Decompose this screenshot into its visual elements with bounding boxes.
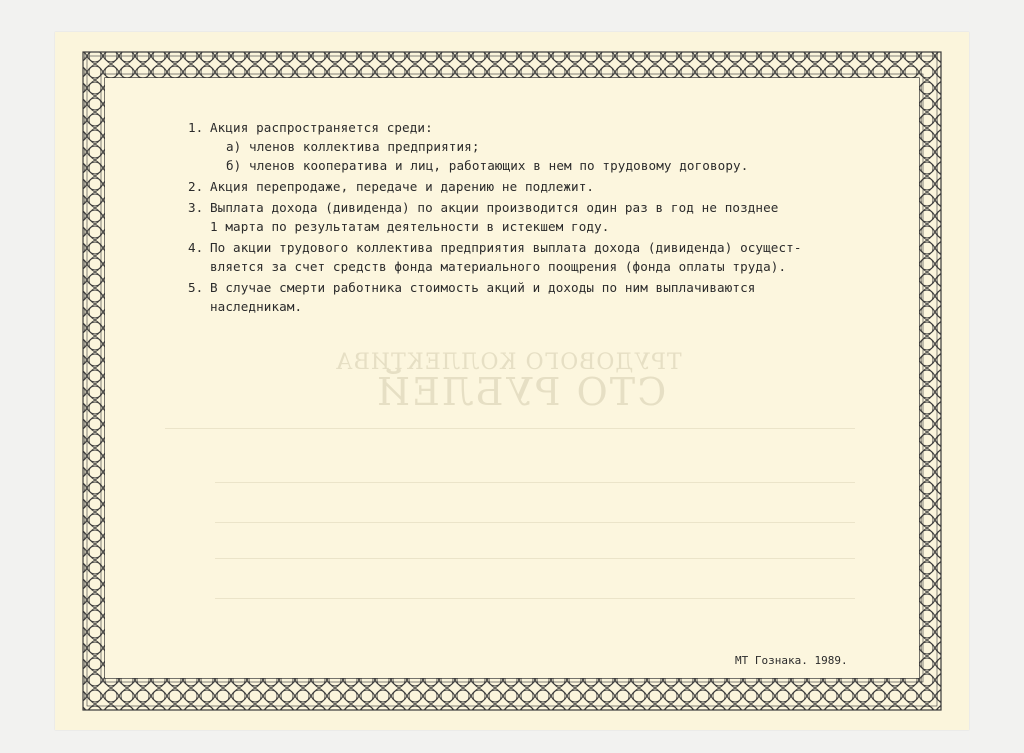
term-text: По акции трудового коллектива предприятия выплата дохода (дивиденда) осущест- <box>210 240 802 255</box>
show-through-rule <box>215 558 855 559</box>
terms-list <box>188 118 838 318</box>
term-text: Акция распространяется среди: <box>210 120 433 135</box>
term-item-4 <box>188 238 838 276</box>
term-subitem-a: а) членов коллектива предприятия; <box>226 139 480 154</box>
show-through-rule <box>215 598 855 599</box>
term-text: 1 марта по результатам деятельности в истекшем году. <box>210 219 610 234</box>
term-item-5 <box>188 278 838 316</box>
term-text: наследникам. <box>210 299 303 314</box>
term-number: 3. <box>188 200 204 215</box>
term-item-3 <box>188 198 838 236</box>
term-number: 1. <box>188 120 204 135</box>
term-item-2 <box>188 177 838 196</box>
term-subitem-b: б) членов кооператива и лиц, работающих в нем по трудовому договору. <box>226 158 749 173</box>
term-text: Выплата дохода (дивиденда) по акции производится один раз в год не позднее <box>210 200 779 215</box>
show-through-title: СТО РУБЛЕЙ <box>375 370 667 414</box>
term-item-1 <box>188 118 838 175</box>
term-text: Акция перепродаже, передаче и дарению не подлежит. <box>210 179 595 194</box>
show-through-rule <box>215 482 855 483</box>
share-certificate-back <box>55 32 969 730</box>
term-text: В случае смерти работника стоимость акций и доходы по ним выплачиваются <box>210 280 756 295</box>
term-number: 4. <box>188 240 204 255</box>
term-text: вляется за счет средств фонда материального поощрения (фонда оплаты труда). <box>210 259 787 274</box>
show-through-rule <box>215 522 855 523</box>
term-number: 5. <box>188 280 204 295</box>
show-through-rule <box>165 428 855 429</box>
printer-imprint: МТ Гознака. 1989. <box>735 654 848 667</box>
show-through-subtitle: ТРУДОВОГО КОЛЛЕКТИВА <box>335 350 682 375</box>
term-number: 2. <box>188 179 204 194</box>
